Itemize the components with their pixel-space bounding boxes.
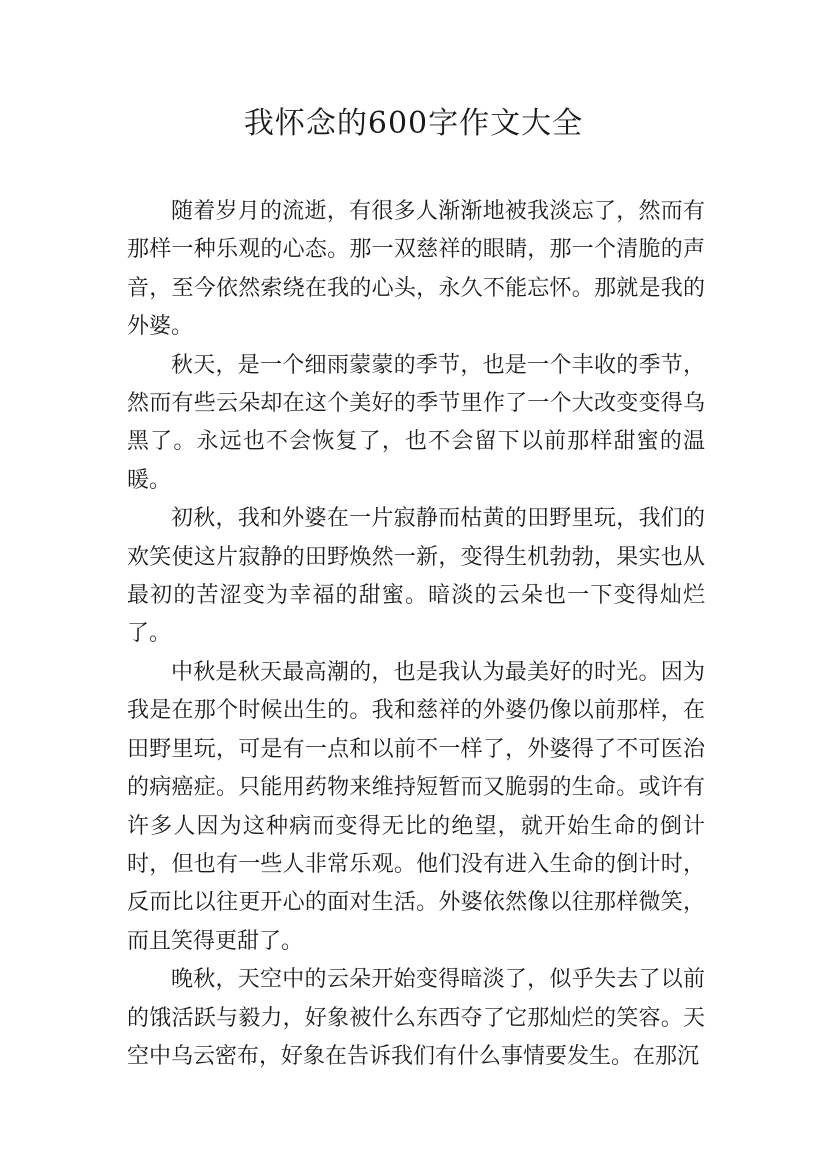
document-title: 我怀念的600字作文大全	[243, 106, 584, 141]
paragraph-5: 晚秋，天空中的云朵开始变得暗淡了，似乎失去了以前的饿活跃与毅力，好象被什么东西夺了它那灿烂的笑容。天空中乌云密布，好象在告诉我们有什么事情要发生。在那沉	[127, 967, 705, 1069]
paragraph-2: 秋天，是一个细雨蒙蒙的季节，也是一个丰收的季节，然而有些云朵却在这个美好的季节里作了一个大改变变得乌黑了。永远也不会恢复了，也不会留下以前那样甜蜜的温暖。	[127, 352, 705, 493]
document-body	[127, 193, 705, 1076]
paragraph-3: 初秋，我和外婆在一片寂静而枯黄的田野里玩，我们的欢笑使这片寂静的田野焕然一新，变得生机勃勃，果实也从最初的苦涩变为幸福的甜蜜。暗淡的云朵也一下变得灿烂了。	[127, 506, 705, 647]
paragraph-4: 中秋是秋天最高潮的，也是我认为最美好的时光。因为我是在那个时候出生的。我和慈祥的外婆仍像以前那样，在田野里玩，可是有一点和以前不一样了，外婆得了不可医治的病癌症。只能用药物来维持短暂而又脆弱的生命。或许有许多人因为这种病而变得无比的绝望，就开始生命的倒计时，但也有一些人非常乐观。他们没有进入生命的倒计时，反而比以往更开心的面对生活。外婆依然像以往那样微笑，而且笑得更甜了。	[127, 659, 705, 954]
paragraph-1: 随着岁月的流逝，有很多人渐渐地被我淡忘了，然而有那样一种乐观的心态。那一双慈祥的眼睛，那一个清脆的声音，至今依然索绕在我的心头，永久不能忘怀。那就是我的外婆。	[127, 199, 705, 340]
